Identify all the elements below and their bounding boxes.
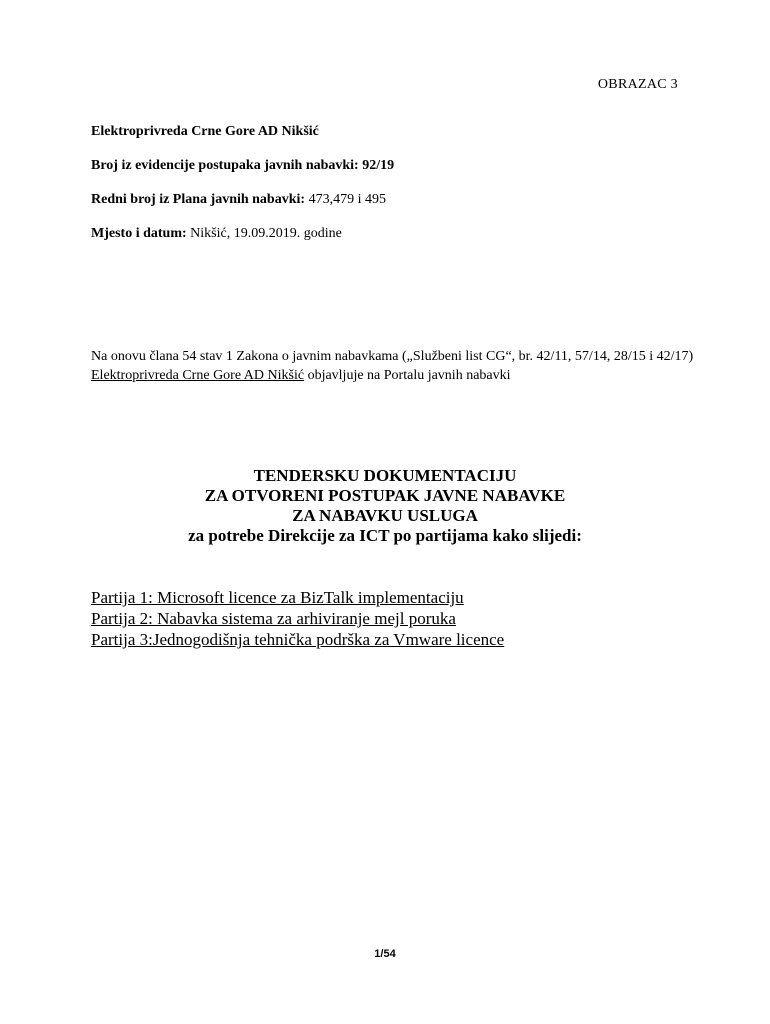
- part-item-3: Partija 3:Jednogodišnja tehnička podrška za Vmware licence: [91, 630, 505, 649]
- form-label: OBRAZAC 3: [597, 77, 678, 92]
- organization-name: [91, 124, 319, 140]
- procedure-number-text: Broj iz evidencije postupaka javnih nabavki: 92/19: [91, 158, 395, 173]
- place-date-label: Mjesto i datum:: [91, 226, 187, 241]
- part-item-2: Partija 2: Nabavka sistema za arhiviranje mejl poruka: [91, 609, 456, 628]
- plan-number: [91, 192, 386, 208]
- intro-text-after: objavljuje na Portalu javnih nabavki: [304, 368, 511, 383]
- intro-organization-link: Elektroprivreda Crne Gore AD Nikšić: [91, 368, 305, 383]
- parts-list: [91, 587, 504, 650]
- place-date-value: Nikšić, 19.09.2019. godine: [186, 226, 342, 241]
- procedure-number: [91, 158, 394, 174]
- page-number: 1/54: [374, 948, 396, 960]
- title-line-3: ZA NABAVKU USLUGA: [292, 506, 478, 525]
- plan-number-value: 473,479 i 495: [305, 192, 386, 207]
- organization-name-text: Elektroprivreda Crne Gore AD Nikšić: [91, 124, 319, 139]
- intro-paragraph: [91, 347, 701, 385]
- part-item-1: Partija 1: Microsoft licence za BizTalk implementaciju: [91, 588, 464, 607]
- plan-number-label: Redni broj iz Plana javnih nabavki:: [91, 192, 306, 207]
- title-line-2: ZA OTVORENI POSTUPAK JAVNE NABAVKE: [204, 486, 566, 505]
- title-line-1: TENDERSKU DOKUMENTACIJU: [253, 466, 517, 485]
- title-line-4: za potrebe Direkcije za ICT po partijama kako slijedi:: [188, 526, 582, 545]
- place-date: [91, 226, 342, 242]
- document-title: [0, 466, 770, 546]
- intro-text-before: Na onovu člana 54 stav 1 Zakona o javnim nabavkama („Službeni list CG“, br. 42/11, 57/14, 28/15 i 42/17): [91, 349, 694, 364]
